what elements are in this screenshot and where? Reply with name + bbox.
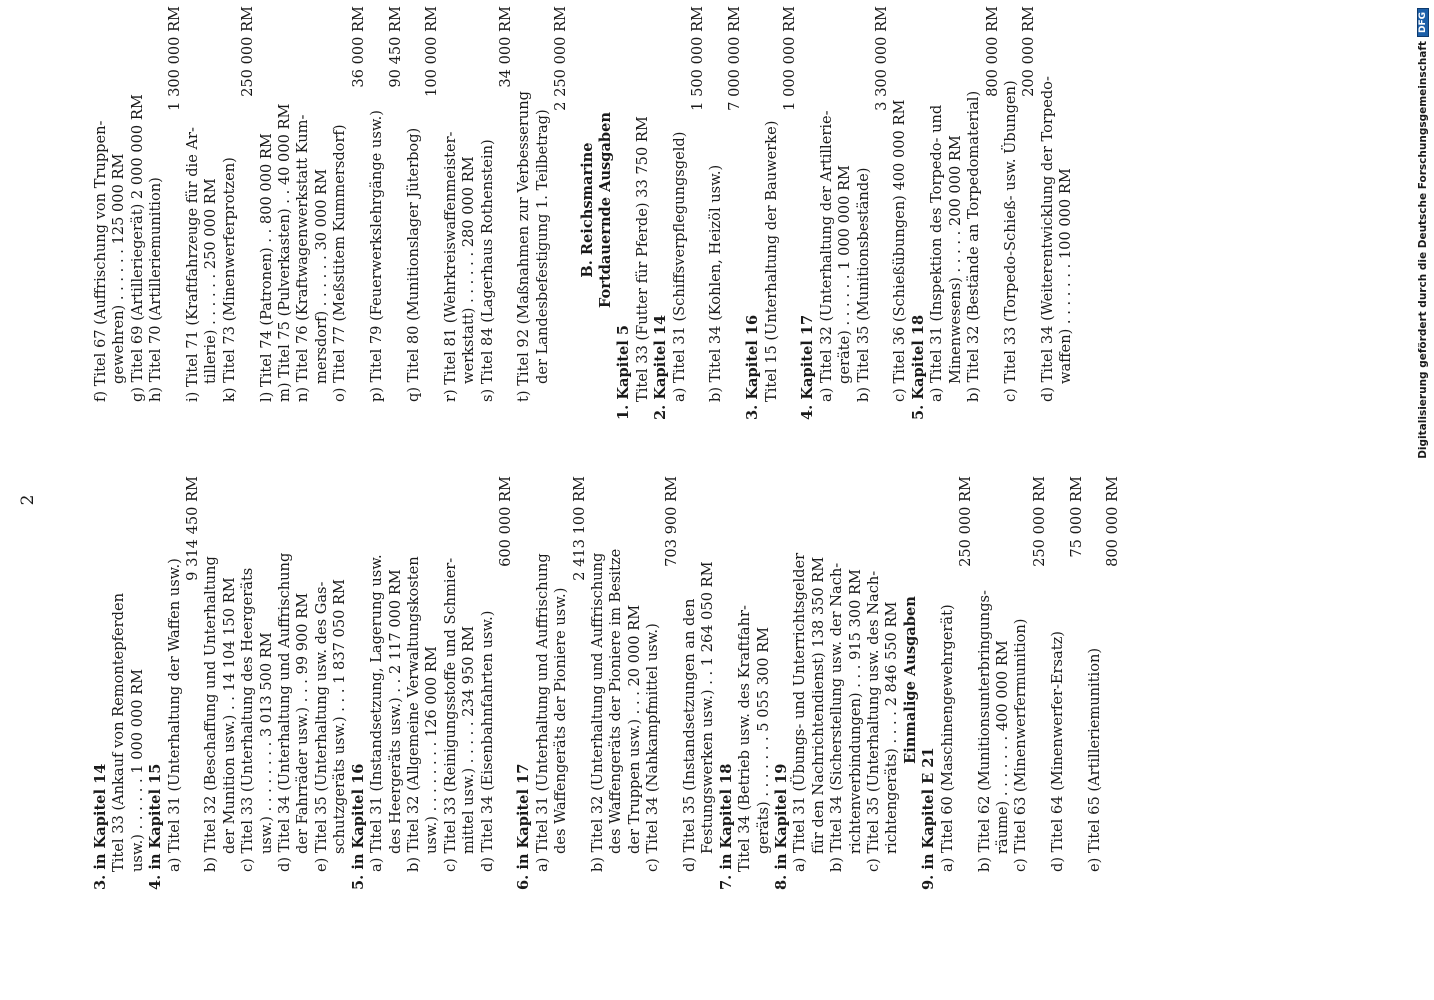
chapter-heading: 8. in Kapitel 19	[773, 763, 791, 890]
text-line: 600 000 RM	[496, 476, 514, 567]
text-line: c) Titel 34 (Nahkampfmittel usw.)	[644, 623, 662, 872]
text-line: i) Titel 71 (Kraftfahrzeuge für die Ar-	[184, 127, 202, 402]
text-line: l) Titel 74 (Patronen) . . 800 000 RM	[257, 133, 275, 402]
chapter-heading: 4. Kapitel 17	[799, 314, 817, 420]
text-line: der Munition usw.) . . 14 104 150 RM	[220, 577, 238, 854]
text-line	[571, 0, 579, 420]
text-line: b) Titel 62 (Munitionsunterbringungs-	[975, 590, 993, 872]
text-line: k) Titel 73 (Minenwerferprotzen)	[220, 157, 238, 402]
text-line: a) Titel 31 (Unterhaltung der Waffen usw.)	[165, 558, 183, 872]
text-line: richtenverbindungen) . . . 915 300 RM	[846, 569, 864, 854]
section-heading: Einmalige Ausgaben	[901, 596, 919, 764]
text-line: 1 300 000 RM	[165, 6, 183, 111]
text-line: geräte) . . . . . . 1 000 000 RM	[836, 165, 854, 384]
text-line: 250 000 RM	[957, 476, 975, 567]
text-line: Titel 33 (Futter für Pferde) 33 750 RM	[633, 116, 651, 402]
chapter-heading: 1. Kapitel 5	[615, 324, 633, 420]
text-line: r) Titel 81 (Wehrkreiswaffenmeister-	[441, 131, 459, 402]
text-line: 200 000 RM	[1020, 6, 1038, 97]
text-line: o) Titel 77 (Meßstitem Kummersdorf)	[331, 124, 349, 402]
text-line: p) Titel 79 (Feuerwerkslehrgänge usw.)	[368, 110, 386, 402]
text-line: 3 300 000 RM	[873, 6, 891, 111]
credit-line	[1412, 0, 1434, 1000]
text-line: d) Titel 34 (Eisenbahnfahrten usw.)	[478, 610, 496, 872]
text-line: tillerie) . . . . . . 250 000 RM	[202, 178, 220, 384]
text-line: richtengeräts) . . . . 2 846 550 RM	[883, 601, 901, 854]
text-line: Titel 34 (Betrieb usw. des Kraftfahr-	[736, 605, 754, 872]
text-line: 703 900 RM	[662, 476, 680, 567]
text-line: Titel 33 (Ankauf von Remontepferden	[110, 593, 128, 872]
text-line: für den Nachrichtendienst) 138 350 RM	[809, 556, 827, 854]
text-line: a) Titel 31 (Unterhaltung und Auffrischung	[533, 553, 551, 872]
text-line: b) Titel 34 (Kohlen, Heizöl usw.)	[707, 164, 725, 402]
text-line: 800 000 RM	[1104, 476, 1122, 567]
text-line: d) Titel 64 (Minenwerfer-Ersatz)	[1049, 631, 1067, 872]
text-line: 1 000 000 RM	[781, 6, 799, 111]
text-line: usw.) . . . . . . . . 126 000 RM	[423, 646, 441, 854]
text-line: m) Titel 75 (Pulverkasten) . . 40 000 RM	[276, 103, 294, 402]
text-line: s) Titel 84 (Lagerhaus Rothenstein)	[478, 139, 496, 402]
text-line: 1 500 000 RM	[689, 6, 706, 111]
text-line: a) Titel 32 (Unterhaltung der Artillerie-	[817, 110, 835, 402]
text-line: 7 000 000 RM	[725, 6, 743, 111]
right-text-column	[92, 0, 1076, 420]
text-line: 800 000 RM	[983, 6, 1001, 97]
chapter-heading: 9. in Kapitel E 21	[920, 747, 938, 890]
text-line: schutzgeräts usw.) . . . 1 837 050 RM	[331, 579, 349, 854]
text-line: d) Titel 34 (Unterhaltung und Auffrischung	[276, 552, 294, 872]
text-line: a) Titel 31 (Schiffsverpflegungsgeld)	[670, 131, 688, 402]
chapter-heading: 3. in Kapitel 14	[92, 763, 109, 890]
text-line: a) Titel 60 (Maschinengewehrgerät)	[938, 604, 956, 872]
text-line: d) Titel 35 (Instandsetzungen an den	[681, 598, 698, 872]
text-line: Festungswerken usw.) . . 1 264 050 RM	[699, 561, 717, 854]
text-line: 2 413 100 RM	[570, 476, 588, 581]
text-line: b) Titel 34 (Sicherstellung usw. der Nach-	[828, 562, 846, 872]
chapter-heading: 4. in Kapitel 15	[147, 763, 165, 890]
text-line: des Waffengeräts der Pioniere usw.)	[552, 587, 570, 854]
text-line: n) Titel 76 (Kraftwagenwerkstatt Kum-	[294, 114, 312, 402]
text-line: Minenwesens) . . . . . 200 000 RM	[946, 135, 964, 384]
text-line: b) Titel 32 (Beschaffung und Unterhaltung	[202, 556, 220, 872]
chapter-heading: 5. in Kapitel 16	[349, 763, 367, 890]
text-line: h) Titel 70 (Artilleriemunition)	[147, 177, 165, 402]
text-line: d) Titel 34 (Weiterentwicklung der Torpedo-	[1038, 76, 1056, 402]
credit-text: Digitalisierung gefördert durch die Deutsche Forschungsgemeinschaft	[1417, 41, 1429, 459]
text-line: e) Titel 65 (Artilleriemunition)	[1085, 647, 1103, 872]
section-heading: B. Reichsmarine	[578, 142, 596, 278]
text-line: der Truppen usw.) . . . 20 000 RM	[625, 604, 643, 854]
text-line: g) Titel 69 (Artilleriegerät) 2 000 000 RM	[128, 94, 146, 402]
digitization-credit-strip	[1412, 0, 1434, 1000]
dfg-logo: DFG	[1417, 8, 1429, 37]
chapter-heading: 6. in Kapitel 17	[515, 763, 533, 890]
text-line: 2 250 000 RM	[552, 6, 570, 111]
text-line: q) Titel 80 (Munitionslager Jüterbog)	[404, 127, 422, 402]
text-line: 250 000 RM	[1030, 476, 1048, 567]
text-line: t) Titel 92 (Maßnahmen zur Verbesserung	[515, 91, 533, 402]
text-line: des Heergeräts usw.) . . 2 117 000 RM	[386, 569, 404, 854]
text-line: 36 000 RM	[349, 6, 367, 88]
chapter-heading: 5. Kapitel 18	[909, 314, 927, 420]
text-line: 250 000 RM	[239, 6, 257, 97]
text-line: a) Titel 31 (Übungs- und Unterrichtsgelder	[791, 552, 809, 872]
text-line: a) Titel 31 (Inspektion des Torpedo- und	[928, 104, 946, 402]
text-line: usw.) . . . . . . . . 3 013 500 RM	[257, 632, 275, 854]
text-line: a) Titel 31 (Instandsetzung, Lagerung usw.	[368, 554, 386, 872]
text-line: der Fahrräder usw.) . . . 99 900 RM	[294, 592, 312, 854]
text-line: Titel 15 (Unterhaltung der Bauwerke)	[762, 120, 780, 402]
text-line: werkstatt) . . . . . . 280 000 RM	[460, 156, 478, 384]
text-line: der Landesbefestigung 1. Teilbetrag)	[533, 109, 551, 384]
text-line: c) Titel 33 (Torpedo-Schieß- usw. Übungen)	[1001, 80, 1019, 402]
text-line: 9 314 450 RM	[184, 476, 202, 581]
text-line: b) Titel 32 (Bestände an Torpedomaterial)	[965, 90, 983, 402]
text-line: b) Titel 32 (Unterhaltung und Auffrischung	[588, 552, 606, 872]
left-text-column	[92, 470, 1123, 890]
text-line: usw.) . . . . . . 1 000 000 RM	[128, 668, 146, 872]
text-line: b) Titel 35 (Munitionsbestände)	[854, 167, 872, 402]
page-number: 2	[18, 494, 38, 506]
text-line: mersdorf) . . . . . . 30 000 RM	[312, 168, 330, 384]
chapter-heading: 7. in Kapitel 18	[717, 763, 735, 890]
text-line: 90 450 RM	[386, 6, 404, 88]
chapter-heading: 3. Kapitel 16	[744, 314, 762, 420]
text-line: 100 000 RM	[423, 6, 441, 97]
text-line: 34 000 RM	[496, 6, 514, 88]
text-line: c) Titel 36 (Schießübungen) 400 000 RM	[891, 99, 909, 402]
text-line: f) Titel 67 (Auffrischung von Truppen-	[92, 120, 109, 402]
text-line: gewehren) . . . . . . 125 000 RM	[110, 153, 128, 384]
text-line: räume) . . . . . . . 400 000 RM	[993, 640, 1011, 854]
text-line: 75 000 RM	[1067, 476, 1085, 558]
chapter-heading: 2. Kapitel 14	[652, 314, 670, 420]
text-line: c) Titel 33 (Unterhaltung des Heergeräts	[239, 567, 257, 872]
text-line: geräts) . . . . . . . 5 055 300 RM	[754, 626, 772, 854]
text-line: c) Titel 63 (Minenwerfermunition)	[1012, 618, 1030, 872]
text-line: c) Titel 35 (Unterhaltung usw. des Nach-	[865, 570, 883, 872]
text-line: waffen) . . . . . . . 100 000 RM	[1057, 168, 1075, 384]
text-line: mittel usw.) . . . . . 234 950 RM	[460, 625, 478, 854]
text-line: e) Titel 35 (Unterhaltung usw. des Gas-	[312, 581, 330, 872]
text-line: c) Titel 33 (Reinigungsstoffe und Schmier-	[441, 557, 459, 872]
text-line: b) Titel 32 (Allgemeine Verwaltungskosten	[404, 556, 422, 872]
text-line: des Waffengeräts der Pioniere im Besitze	[607, 548, 625, 854]
section-heading: Fortdauernde Ausgaben	[596, 111, 614, 309]
